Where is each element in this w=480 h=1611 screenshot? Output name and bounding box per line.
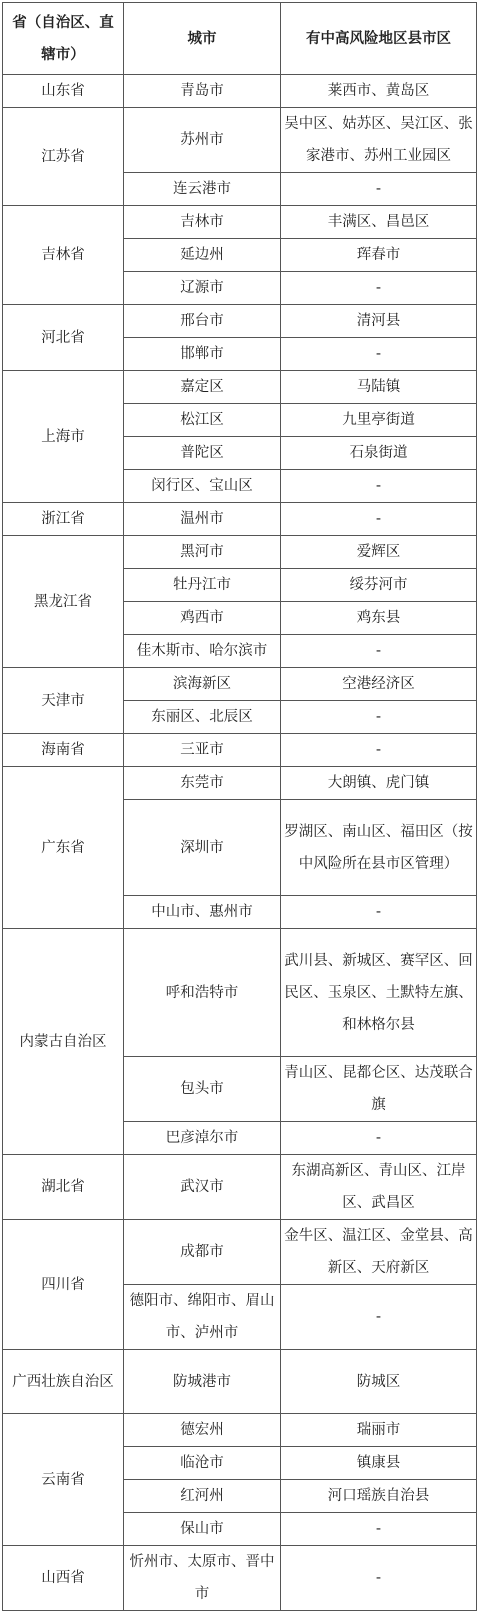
city-cell: 闵行区、宝山区 (124, 470, 281, 503)
table-body (3, 75, 477, 1611)
district-cell: 防城区 (281, 1350, 477, 1414)
city-cell: 邯郸市 (124, 338, 281, 371)
city-cell: 呼和浩特市 (124, 929, 281, 1057)
district-cell: 鸡东县 (281, 602, 477, 635)
province-cell: 山东省 (3, 75, 124, 108)
header-province: 省（自治区、直辖市） (3, 3, 124, 75)
city-cell: 临沧市 (124, 1447, 281, 1480)
district-cell: - (281, 1546, 477, 1611)
risk-area-table (2, 2, 477, 1611)
district-cell: - (281, 1285, 477, 1350)
province-cell: 吉林省 (3, 206, 124, 305)
header-district: 有中高风险地区县市区 (281, 3, 477, 75)
table-row (3, 206, 477, 239)
table-row (3, 767, 477, 800)
header-city: 城市 (124, 3, 281, 75)
table-row (3, 929, 477, 1057)
district-cell: 珲春市 (281, 239, 477, 272)
province-cell: 河北省 (3, 305, 124, 371)
table-header-row (3, 3, 477, 75)
table-row (3, 371, 477, 404)
city-cell: 巴彦淖尔市 (124, 1122, 281, 1155)
city-cell: 防城港市 (124, 1350, 281, 1414)
table-row (3, 734, 477, 767)
district-cell: - (281, 173, 477, 206)
city-cell: 红河州 (124, 1480, 281, 1513)
district-cell: 罗湖区、南山区、福田区（按中风险所在县市区管理） (281, 800, 477, 896)
table-row (3, 536, 477, 569)
province-cell: 四川省 (3, 1220, 124, 1350)
district-cell: 清河县 (281, 305, 477, 338)
district-cell: 东湖高新区、青山区、江岸区、武昌区 (281, 1155, 477, 1220)
city-cell: 东丽区、北辰区 (124, 701, 281, 734)
table-row (3, 305, 477, 338)
city-cell: 牡丹江市 (124, 569, 281, 602)
district-cell: - (281, 896, 477, 929)
city-cell: 武汉市 (124, 1155, 281, 1220)
district-cell: 镇康县 (281, 1447, 477, 1480)
city-cell: 忻州市、太原市、晋中市 (124, 1546, 281, 1611)
table-row (3, 503, 477, 536)
city-cell: 苏州市 (124, 108, 281, 173)
district-cell: 青山区、昆都仑区、达茂联合旗 (281, 1057, 477, 1122)
city-cell: 包头市 (124, 1057, 281, 1122)
district-cell: 大朗镇、虎门镇 (281, 767, 477, 800)
table-row (3, 668, 477, 701)
district-cell: 吴中区、姑苏区、吴江区、张家港市、苏州工业园区 (281, 108, 477, 173)
table-row (3, 108, 477, 173)
district-cell: 丰满区、昌邑区 (281, 206, 477, 239)
city-cell: 邢台市 (124, 305, 281, 338)
district-cell: - (281, 635, 477, 668)
table-row (3, 1546, 477, 1611)
city-cell: 温州市 (124, 503, 281, 536)
province-cell: 山西省 (3, 1546, 124, 1611)
district-cell: 瑞丽市 (281, 1414, 477, 1447)
district-cell: 九里亭街道 (281, 404, 477, 437)
district-cell: - (281, 734, 477, 767)
city-cell: 东莞市 (124, 767, 281, 800)
city-cell: 普陀区 (124, 437, 281, 470)
city-cell: 德阳市、绵阳市、眉山市、泸州市 (124, 1285, 281, 1350)
city-cell: 青岛市 (124, 75, 281, 108)
province-cell: 海南省 (3, 734, 124, 767)
district-cell: - (281, 503, 477, 536)
province-cell: 湖北省 (3, 1155, 124, 1220)
district-cell: - (281, 338, 477, 371)
city-cell: 松江区 (124, 404, 281, 437)
province-cell: 黑龙江省 (3, 536, 124, 668)
district-cell: 绥芬河市 (281, 569, 477, 602)
city-cell: 黑河市 (124, 536, 281, 569)
table-row (3, 75, 477, 108)
city-cell: 佳木斯市、哈尔滨市 (124, 635, 281, 668)
city-cell: 连云港市 (124, 173, 281, 206)
district-cell: 爱辉区 (281, 536, 477, 569)
city-cell: 延边州 (124, 239, 281, 272)
city-cell: 三亚市 (124, 734, 281, 767)
district-cell: 金牛区、温江区、金堂县、高新区、天府新区 (281, 1220, 477, 1285)
province-cell: 广西壮族自治区 (3, 1350, 124, 1414)
district-cell: 石泉街道 (281, 437, 477, 470)
table-row (3, 1220, 477, 1285)
city-cell: 辽源市 (124, 272, 281, 305)
province-cell: 内蒙古自治区 (3, 929, 124, 1155)
district-cell: - (281, 1513, 477, 1546)
city-cell: 鸡西市 (124, 602, 281, 635)
province-cell: 浙江省 (3, 503, 124, 536)
province-cell: 江苏省 (3, 108, 124, 206)
city-cell: 嘉定区 (124, 371, 281, 404)
district-cell: - (281, 1122, 477, 1155)
province-cell: 云南省 (3, 1414, 124, 1546)
district-cell: 河口瑶族自治县 (281, 1480, 477, 1513)
district-cell: 莱西市、黄岛区 (281, 75, 477, 108)
province-cell: 上海市 (3, 371, 124, 503)
city-cell: 德宏州 (124, 1414, 281, 1447)
district-cell: 武川县、新城区、赛罕区、回民区、玉泉区、土默特左旗、和林格尔县 (281, 929, 477, 1057)
district-cell: - (281, 272, 477, 305)
table-row (3, 1350, 477, 1414)
city-cell: 保山市 (124, 1513, 281, 1546)
district-cell: 空港经济区 (281, 668, 477, 701)
district-cell: - (281, 470, 477, 503)
city-cell: 深圳市 (124, 800, 281, 896)
province-cell: 天津市 (3, 668, 124, 734)
city-cell: 吉林市 (124, 206, 281, 239)
city-cell: 滨海新区 (124, 668, 281, 701)
table-row (3, 1414, 477, 1447)
table-row (3, 1155, 477, 1220)
city-cell: 中山市、惠州市 (124, 896, 281, 929)
district-cell: 马陆镇 (281, 371, 477, 404)
province-cell: 广东省 (3, 767, 124, 929)
district-cell: - (281, 701, 477, 734)
city-cell: 成都市 (124, 1220, 281, 1285)
